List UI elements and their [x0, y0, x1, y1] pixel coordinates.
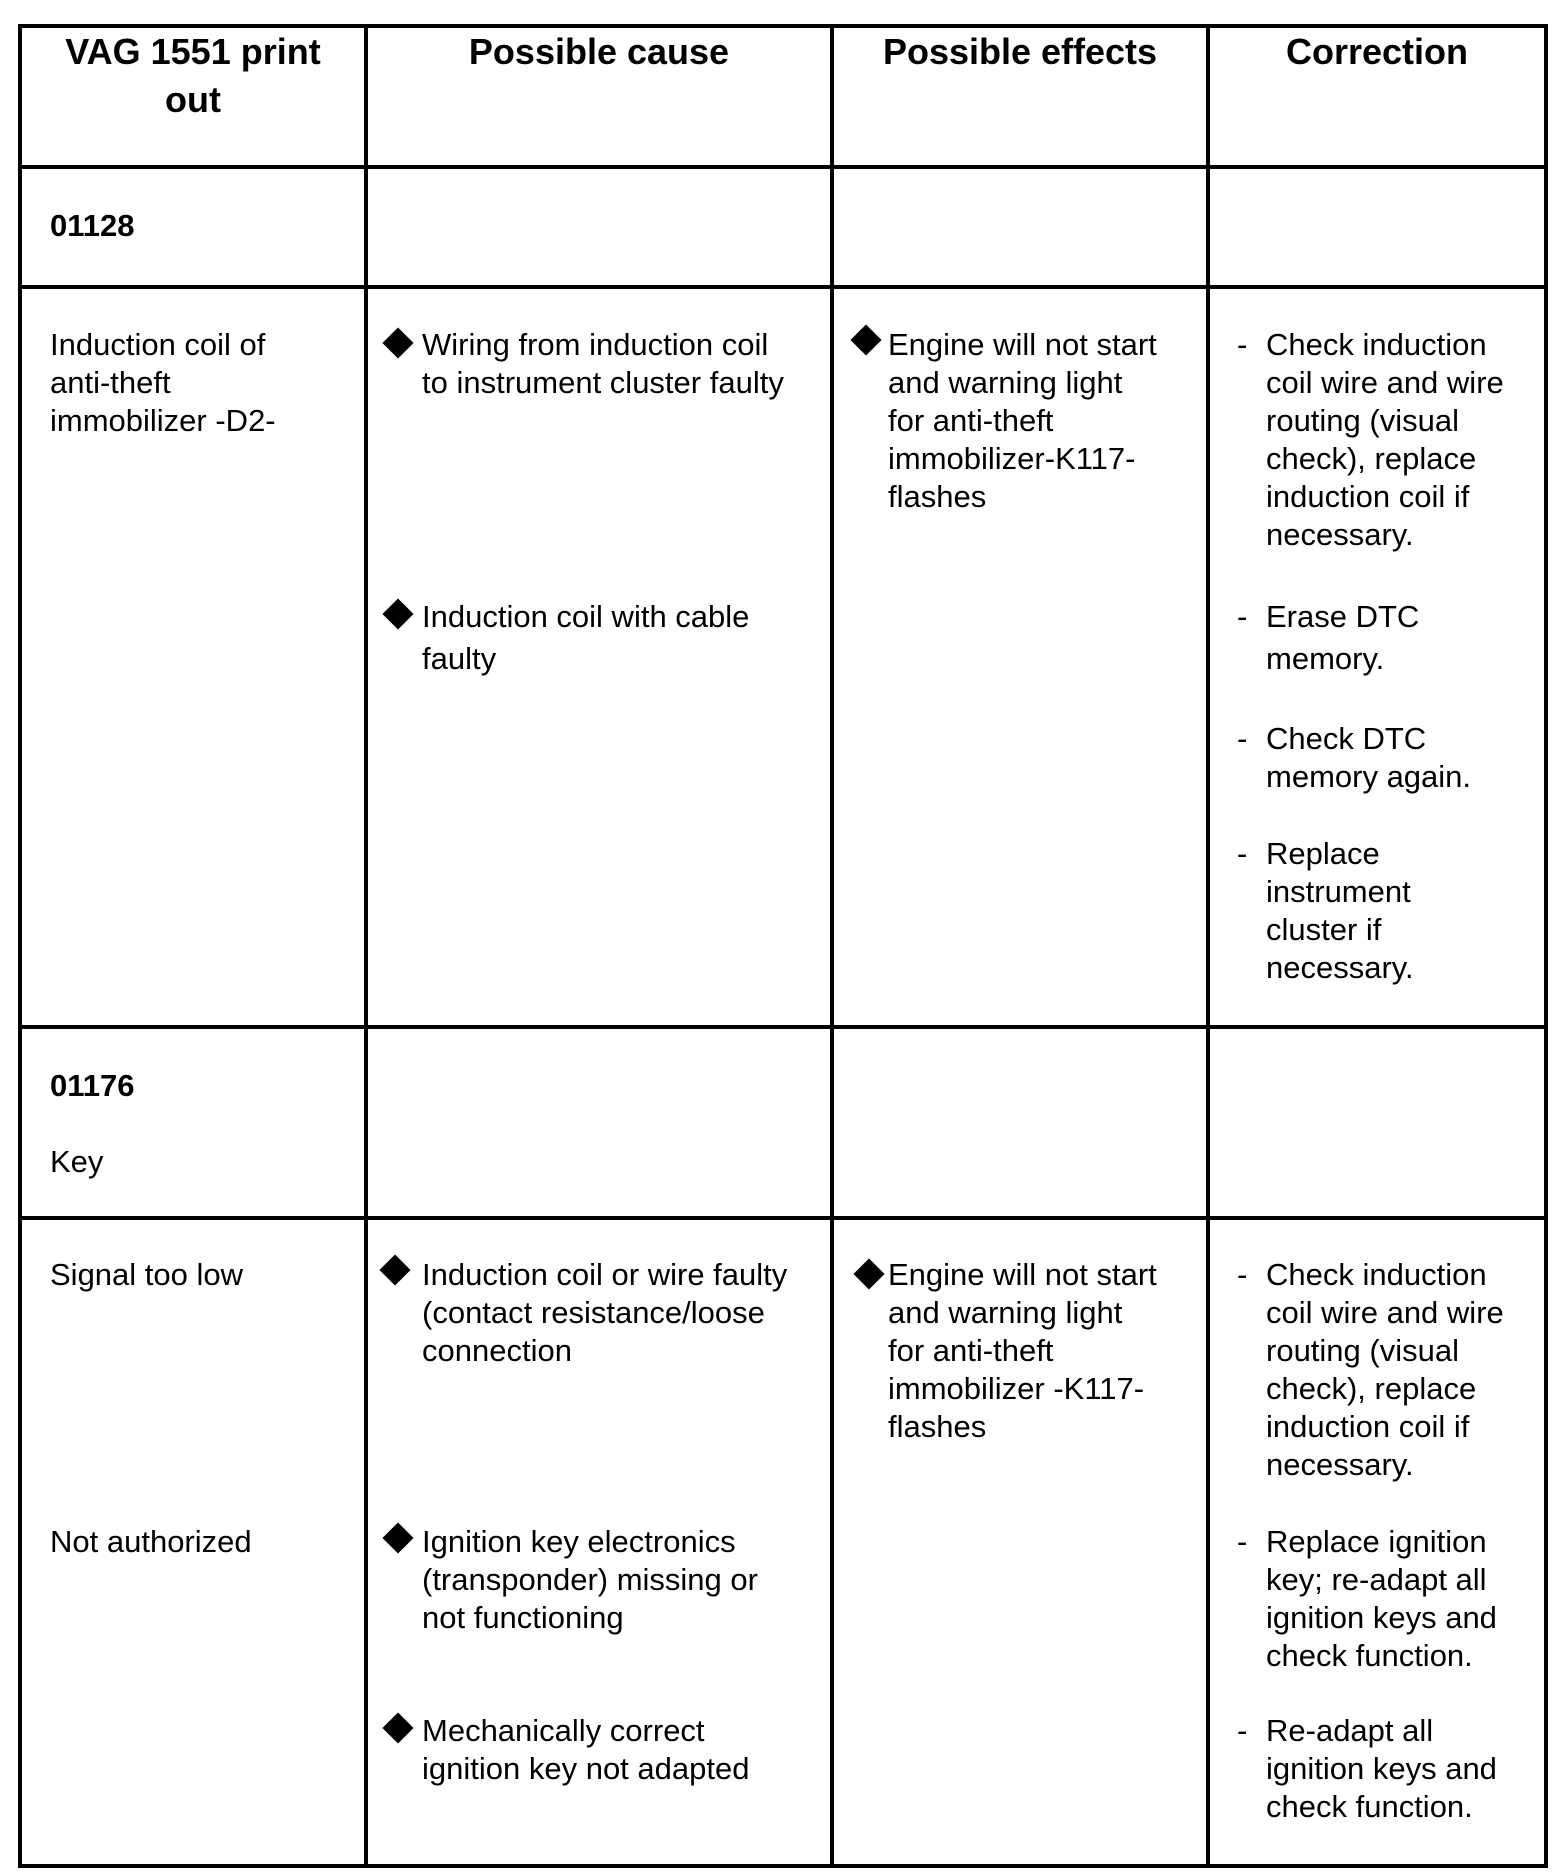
row-divider [18, 285, 1548, 289]
header-possible-cause: Possible cause [468, 31, 730, 72]
correction-line: Erase DTC [1266, 599, 1420, 634]
cause-line: ignition key not adapted [422, 1751, 750, 1786]
printout-line: immobilizer -D2- [50, 403, 276, 438]
correction-line: instrument [1266, 874, 1411, 909]
correction-line: routing (visual [1266, 403, 1459, 438]
correction-line: necessary. [1266, 517, 1414, 552]
correction-line: routing (visual [1266, 1333, 1459, 1368]
cause-line: Induction coil or wire faulty [422, 1257, 788, 1292]
correction-line: coil wire and wire [1266, 1295, 1504, 1330]
dash-marker: - [1237, 599, 1248, 634]
fault-subtitle: Key [50, 1144, 104, 1179]
correction-line: Replace ignition [1266, 1524, 1487, 1559]
cause-line: Mechanically correct [422, 1713, 705, 1748]
bullet-diamond-icon [382, 327, 413, 358]
column-divider [364, 24, 368, 1868]
cause-line: not functioning [422, 1600, 624, 1635]
correction-line: check function. [1266, 1638, 1473, 1673]
correction-line: induction coil if [1266, 1409, 1470, 1444]
correction-line: check function. [1266, 1789, 1473, 1824]
dash-marker: - [1237, 327, 1248, 362]
row-divider [18, 1025, 1548, 1029]
printout-line: Signal too low [50, 1257, 244, 1292]
correction-line: necessary. [1266, 950, 1414, 985]
bullet-diamond-icon [382, 1712, 413, 1743]
row-divider [18, 1216, 1548, 1220]
effect-line: immobilizer-K117- [888, 441, 1136, 476]
printout-line: Induction coil of [50, 327, 266, 362]
effect-line: and warning light [888, 1295, 1123, 1330]
cause-line: (contact resistance/loose [422, 1295, 765, 1330]
effect-line: immobilizer -K117- [888, 1371, 1145, 1406]
cause-line: to instrument cluster faulty [422, 365, 784, 400]
correction-line: Check DTC [1266, 721, 1427, 756]
row-divider [18, 165, 1548, 169]
correction-line: Check induction [1266, 327, 1487, 362]
correction-line: induction coil if [1266, 479, 1470, 514]
bullet-diamond-icon [382, 1522, 413, 1553]
header-possible-effects: Possible effects [882, 31, 1158, 72]
correction-line: Re-adapt all [1266, 1713, 1434, 1748]
dash-marker: - [1237, 1713, 1248, 1748]
effect-line: Engine will not start [888, 327, 1157, 362]
header-vag-printout: VAG 1551 print out [65, 31, 321, 120]
column-divider [830, 24, 834, 1868]
table-border-bottom [18, 1864, 1548, 1868]
correction-line: cluster if [1266, 912, 1382, 947]
correction-line: check), replace [1266, 1371, 1477, 1406]
fault-code: 01176 [50, 1068, 135, 1103]
column-divider [18, 24, 22, 1868]
cause-line: (transponder) missing or [422, 1562, 758, 1597]
effect-line: for anti-theft [888, 1333, 1054, 1368]
correction-line: coil wire and wire [1266, 365, 1504, 400]
cause-line: connection [422, 1333, 572, 1368]
dash-marker: - [1237, 721, 1248, 756]
correction-line: ignition keys and [1266, 1751, 1497, 1786]
column-divider [1544, 24, 1548, 1868]
correction-line: memory again. [1266, 759, 1472, 794]
correction-line: Replace [1266, 836, 1380, 871]
effect-line: flashes [888, 479, 987, 514]
correction-line: Check induction [1266, 1257, 1487, 1292]
dash-marker: - [1237, 1524, 1248, 1559]
dash-marker: - [1237, 836, 1248, 871]
bullet-diamond-icon [853, 1258, 884, 1289]
bullet-diamond-icon [379, 1254, 410, 1285]
printout-line: Not authorized [50, 1524, 252, 1559]
cause-line: Ignition key electronics [422, 1524, 736, 1559]
correction-line: necessary. [1266, 1447, 1414, 1482]
bullet-diamond-icon [382, 598, 413, 629]
cause-line: faulty [422, 641, 497, 676]
correction-line: ignition keys and [1266, 1600, 1497, 1635]
header-correction: Correction [1285, 31, 1469, 72]
effect-line: for anti-theft [888, 403, 1054, 438]
bullet-diamond-icon [850, 324, 881, 355]
correction-line: key; re-adapt all [1266, 1562, 1487, 1597]
correction-line: check), replace [1266, 441, 1477, 476]
effect-line: and warning light [888, 365, 1123, 400]
printout-line: anti-theft [50, 365, 171, 400]
fault-code: 01128 [50, 208, 135, 243]
dash-marker: - [1237, 1257, 1248, 1292]
column-divider [1206, 24, 1210, 1868]
correction-line: memory. [1266, 641, 1385, 676]
cause-line: Wiring from induction coil [422, 327, 769, 362]
effect-line: flashes [888, 1409, 987, 1444]
cause-line: Induction coil with cable [422, 599, 750, 634]
effect-line: Engine will not start [888, 1257, 1157, 1292]
